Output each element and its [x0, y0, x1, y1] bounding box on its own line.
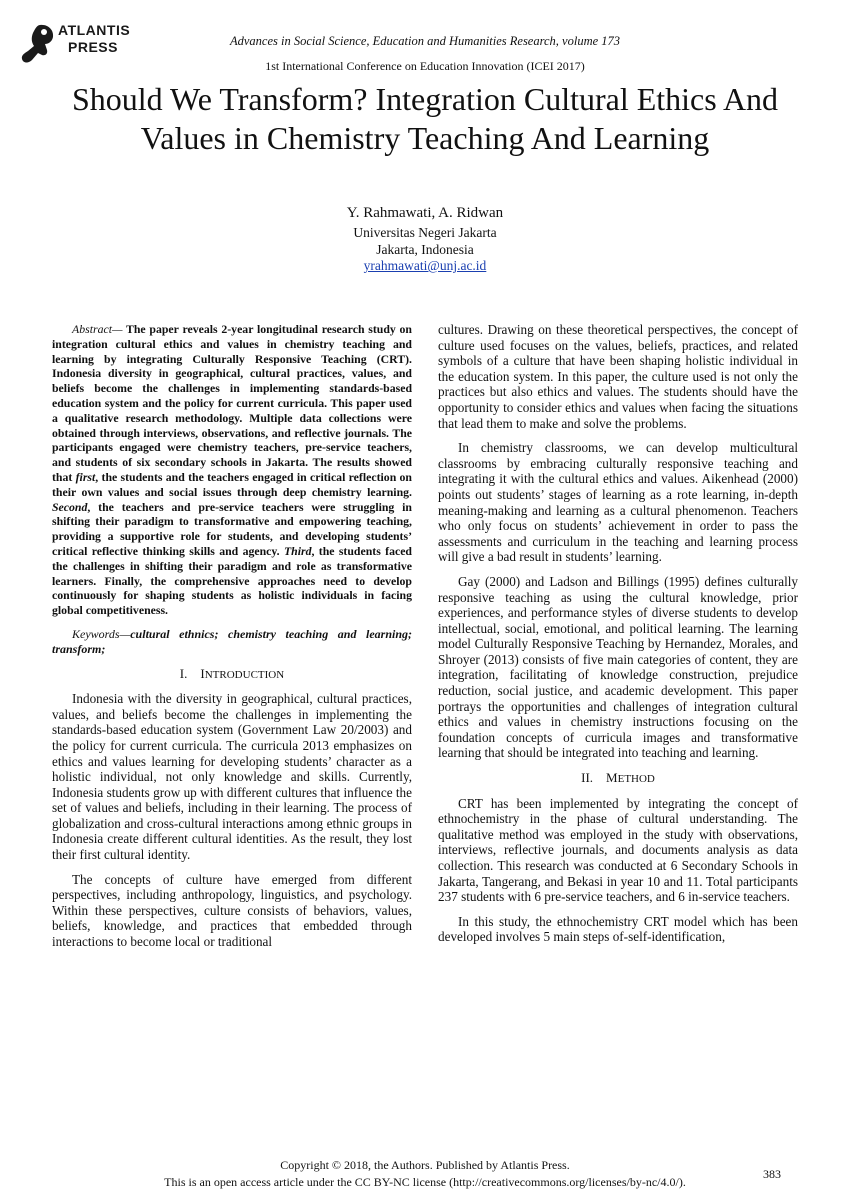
conference-name: 1st International Conference on Education Innovation (ICEI 2017)	[265, 59, 585, 73]
keywords-text: cultural ethnics; chemistry teaching and learning; transform;	[52, 626, 412, 656]
abstract-first: first	[75, 469, 96, 484]
abstract-label: Abstract—	[72, 322, 123, 336]
keywords	[52, 627, 412, 657]
section-heading-method: II. METHOD	[581, 770, 655, 786]
location: Jakarta, Indonesia	[376, 241, 474, 257]
abstract-second: Second	[52, 499, 88, 514]
email-link[interactable]: yrahmawati@unj.ac.id	[363, 258, 487, 273]
abstract	[52, 322, 412, 618]
copyright-notice: Copyright © 2018, the Authors. Published by Atlantis Press.	[280, 1158, 570, 1172]
abstract-text-2: , the students and the teachers engaged in critical reflection on their own values and social issues through deep chemistry learning.	[52, 469, 412, 499]
keywords-label: Keywords—	[72, 626, 131, 641]
intro-paragraph-4: Gay (2000) and Ladson and Billings (1995) defines culturally responsive teaching as using the cultural knowledge, prior experiences, and performance styles of diverse students to develop intellectual, social, emotional, and political learning. The learning model Culturally Responsive Teaching by Hernandez, Morales, and Shroyer (2013) consists of five main categories of content, they are integration, facilitating of knowledge construction, prejudice reduction, social justice, and academic development. This paper portrays the opportunities and challenges of integration cultural ethics and values in chemistry instructions focusing on the foundation concepts of curricula images and transformative learning that should be integrated into teaching and learning.	[438, 573, 798, 761]
institution: Universitas Negeri Jakarta	[353, 225, 497, 240]
affiliation	[0, 225, 850, 275]
page-footer	[0, 1157, 850, 1191]
paper-title: Should We Transform? Integration Cultural Ethics And Values in Chemistry Teaching And Learning	[71, 81, 779, 156]
logo-text-press: PRESS	[68, 39, 118, 55]
author-list: Y. Rahmawati, A. Ridwan	[346, 205, 504, 221]
abstract-text-4: , the students faced the challenges in shifting their paradigm and role as transformative learners. Finally, the comprehensive approaches need to develop continuously for shaping students as holistic individuals in facing global competitiveness.	[52, 543, 412, 618]
abstract-text-1: The paper reveals 2-year longitudinal research study on integration cultural ethics and values in chemistry teaching and learning by integrating Culturally Responsive Teaching (CRT). Indonesia diversity in geographical, cultural practices, values, and beliefs become the challenges in implementing standards-based education system and the policy for current curricula. This paper used a qualitative research methodology. Multiple data collections were obtained through interviews, observations, and reflective journals. The participants engaged were chemistry teachers, pre-service teachers, and students of six secondary schools in Jakarta. The results showed that	[52, 322, 412, 484]
intro-paragraph-2: The concepts of culture have emerged from different perspectives, including anthropology, linguistics, and psychology. Within these perspectives, culture consists of behaviors, values, beliefs, knowledge, and practices that embedded through interactions to become local or traditional	[52, 871, 412, 950]
intro-paragraph-3: In chemistry classrooms, we can develop multicultural classrooms by embracing culturally responsive teaching and integrating it with the cultural ethics and values. Aikenhead (2000) points out students’ stages of learning as a rote learning, in-depth meaning-making and learning as a cultural phenomenon. Teachers who only focus on students’ achievement in order to pass the assessments and curriculum in the teaching and learning process will give a bad result in students’ learning.	[438, 440, 798, 565]
page-number: 383	[763, 1167, 781, 1181]
intro-paragraph-1: Indonesia with the diversity in geographical, cultural practices, values, and beliefs become the challenges in implementing the standards-based education system (Government Law 20/2003) and the policy for current curricula. The curricula 2013 emphasizes on ethics and values learning for developing students’ character as a holistic individual, not only knowledge and skills. Currently, Indonesia students grow up with different cultures that influence the set of values and beliefs, including in their learning. The process of globalization and cross-cultural interactions among ethnic groups in Indonesia create different cultural identities. As the result, they lost their first cultural identity.	[52, 691, 412, 863]
intro-paragraph-2-continued: cultures. Drawing on these theoretical perspectives, the concept of culture used focuses on the values, beliefs, practices, and related symbols of a culture that have been shaping holistic individual in the education system. In this paper, the culture used is not only the practices but also ethics and values. The students should have the opportunity to consider ethics and values when facing the situations that lead them to make and solve the problems.	[438, 322, 798, 431]
journal-name: Advances in Social Science, Education and Humanities Research, volume 173	[229, 34, 621, 48]
abstract-third: Third	[283, 543, 312, 558]
method-paragraph-1: CRT has been implemented by integrating the concept of ethnochemistry in the phase of cultural understanding. The qualitative method was employed in the study with observations, interviews, reflective journals, and documents analysis as data collection. This research was conducted at 6 Secondary Schools in Jakarta, Tangerang, and Bekasi in year 10 and 11. Total participants 237 students with 6 pre-service teachers, and 6 in-service teachers.	[438, 795, 798, 905]
license-notice: This is an open access article under the CC BY-NC license (http://creativecommons.org/licenses/by-nc/4.0/).	[164, 1175, 686, 1189]
abstract-text-3: , the teachers and pre-service teachers were struggling in shifting their paradigm to transformative and empowering teaching, providing a supportive role for students, and developing students’ critical reflective thinking skills and agency.	[52, 499, 412, 558]
right-column	[438, 322, 798, 954]
logo-text-atlantis: ATLANTIS	[58, 22, 131, 38]
left-column	[52, 322, 412, 959]
method-paragraph-2: In this study, the ethnochemistry CRT model which has been developed involves 5 main steps of-self-identification,	[438, 913, 798, 945]
section-heading-introduction: I. INTRODUCTION	[179, 665, 285, 681]
